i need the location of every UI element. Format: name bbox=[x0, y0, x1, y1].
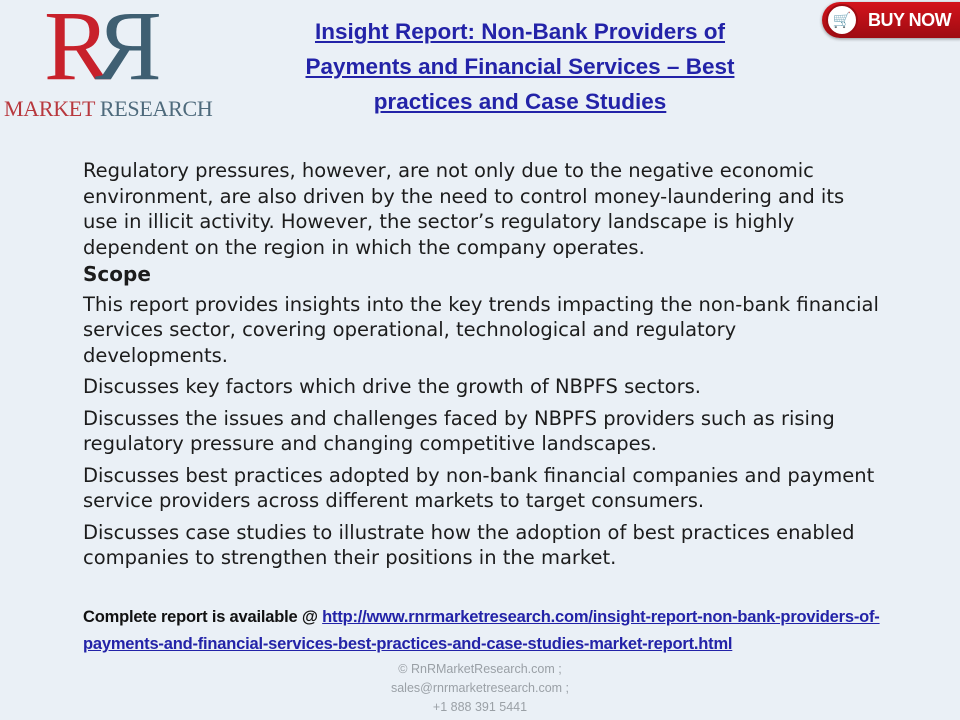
scope-heading: Scope bbox=[83, 262, 151, 286]
buy-now-button[interactable] bbox=[822, 2, 960, 38]
copyright-text: © RnRMarketResearch.com ; bbox=[398, 662, 562, 676]
buy-now-label: BUY NOW bbox=[868, 9, 952, 30]
logo-word-research: RESEARCH bbox=[99, 96, 213, 121]
contact-phone: +1 888 391 5441 bbox=[432, 700, 528, 714]
contact-info bbox=[350, 660, 610, 717]
cart-icon: 🛒 bbox=[826, 4, 858, 36]
logo-wordmark bbox=[4, 96, 212, 122]
report-title-link[interactable]: Insight Report: Non-Bank Providers of Payments and Financial Services – Best practices and Case Studies bbox=[305, 19, 735, 114]
logo-r-blue: R bbox=[102, 0, 162, 101]
report-url-link[interactable]: http://www.rnrmarketresearch.com/insight-report-non-bank-providers-of-payments-and-financial-services-best-practices-and-case-studies-market-report.html bbox=[83, 608, 880, 653]
report-availability bbox=[83, 604, 883, 658]
logo-r-red: R bbox=[44, 0, 103, 101]
contact-email: sales@rnrmarketresearch.com ; bbox=[390, 681, 569, 695]
availability-label: Complete report is available @ bbox=[83, 608, 323, 626]
report-body bbox=[83, 158, 883, 577]
rnr-logo bbox=[2, 0, 222, 124]
scope-item: Discusses case studies to illustrate how the adoption of best practices enabled companies to strengthen their positions in the market. bbox=[83, 520, 855, 569]
logo-word-market: MARKET bbox=[4, 96, 95, 121]
intro-paragraph: Regulatory pressures, however, are not only due to the negative economic environment, are also driven by the need to control money-laundering and its use in illicit activity. However, the sector’s regulatory landscape is highly dependent on the region in which the company operates. bbox=[83, 159, 845, 259]
logo-mark bbox=[44, 0, 162, 101]
scope-item: Discusses the issues and challenges faced by NBPFS providers such as rising regulatory pressure and changing competitive landscapes. bbox=[83, 406, 835, 455]
scope-item: This report provides insights into the key trends impacting the non-bank financial services sector, covering operational, technological and regulatory developments. bbox=[83, 292, 879, 367]
scope-item: Discusses key factors which drive the growth of NBPFS sectors. bbox=[83, 375, 701, 398]
scope-item: Discusses best practices adopted by non-bank financial companies and payment service providers across different markets to target consumers. bbox=[83, 463, 875, 512]
